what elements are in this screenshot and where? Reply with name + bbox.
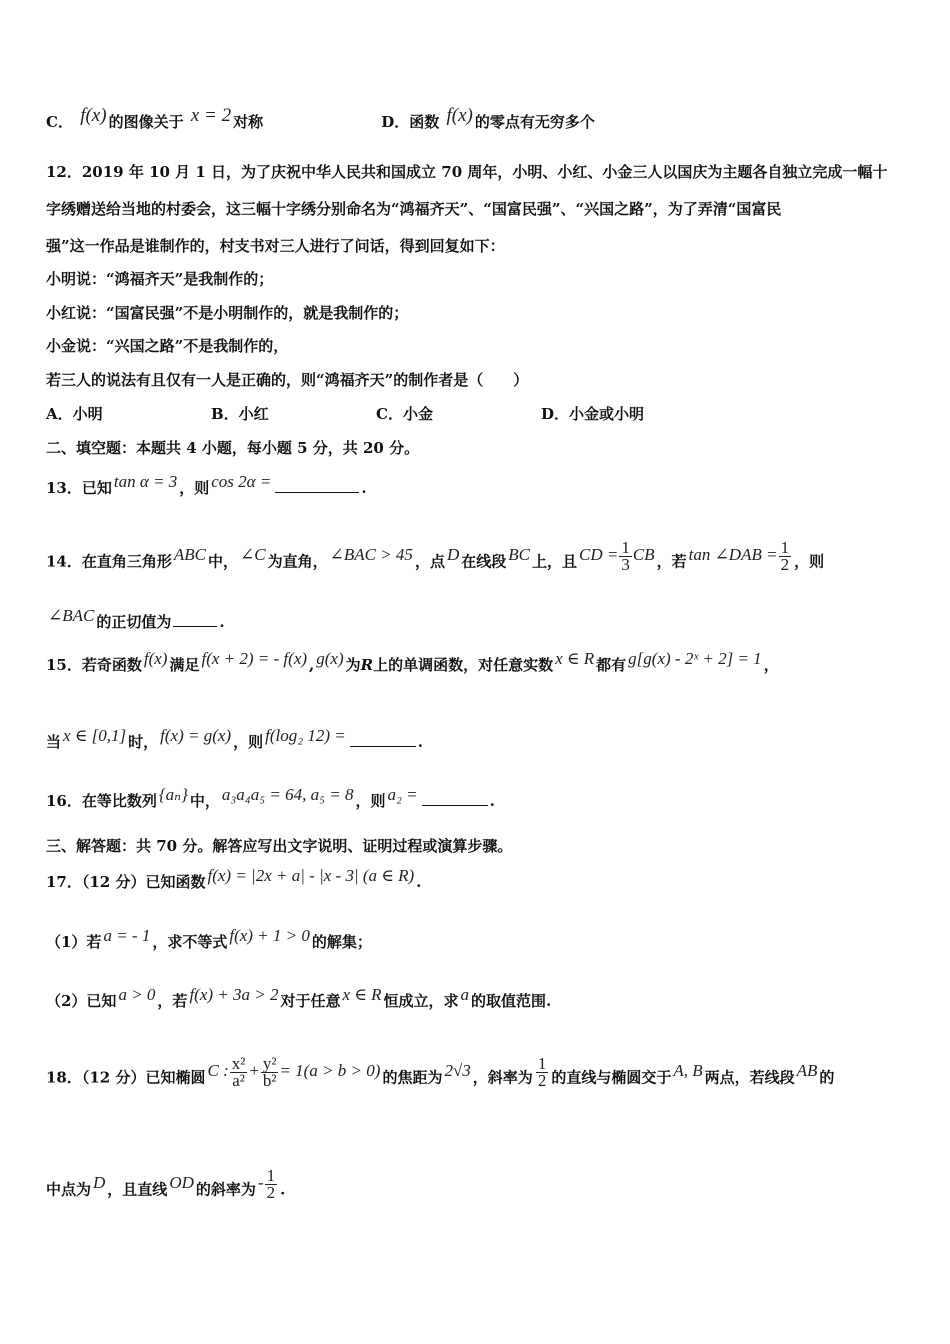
- ellipse-equation: [207, 1054, 381, 1090]
- math-expression: [688, 538, 792, 574]
- q12-options-row: [46, 404, 910, 424]
- math-expression: [257, 1166, 278, 1202]
- math-part: C :: [207, 1061, 229, 1081]
- q18-stem-line-2: [46, 1166, 910, 1207]
- text: 13．已知: [46, 479, 112, 497]
- math-part: tan ∠DAB =: [688, 545, 778, 565]
- math-expression: BC: [508, 545, 530, 565]
- text: 的取值范围.: [471, 992, 552, 1010]
- q12-paragraph-line-3: 强”这一作品是谁制作的，村支书对三人进行了问话，得到回复如下：: [46, 237, 505, 255]
- math-expression: f(x): [143, 649, 168, 668]
- denominator: b²: [262, 1071, 277, 1090]
- math-expression: ∠C: [240, 545, 266, 565]
- math-expression: g(x): [316, 649, 344, 668]
- text: .: [416, 873, 422, 891]
- text: 的: [819, 1068, 835, 1087]
- text: ，则: [355, 792, 386, 810]
- math-expression: f(x): [446, 105, 473, 126]
- math-expression: 2√3: [444, 1061, 471, 1081]
- math-expression: tan α = 3: [113, 472, 178, 491]
- math-expression: x = 2: [190, 105, 232, 126]
- math-part: CD =: [579, 545, 619, 565]
- math-expression: [579, 538, 655, 574]
- q13-line: [46, 472, 910, 498]
- text: （2）已知: [46, 992, 117, 1010]
- text: .: [417, 733, 423, 751]
- text: 中点为: [46, 1180, 92, 1199]
- fraction: [265, 1168, 278, 1201]
- q17-part-2: [46, 985, 910, 1011]
- text: .: [489, 792, 495, 810]
- text: 18．（12 分）已知椭圆: [46, 1068, 206, 1087]
- denominator: 3: [621, 555, 630, 574]
- option-text: 对称: [233, 113, 264, 131]
- text: ，斜率为: [472, 1068, 533, 1087]
- math-expression: D: [446, 545, 460, 565]
- q12-question: 若三人的说法有且仅有一人是正确的，则“鸿福齐天”的制作者是（ ）: [46, 371, 529, 389]
- option-text: 的图像关于: [108, 113, 184, 131]
- text: ，点: [414, 552, 445, 571]
- text: ，则: [794, 552, 825, 571]
- math-expression: a > 0: [118, 985, 156, 1004]
- text: 满足: [169, 656, 200, 674]
- option-text: 的零点有无穷多个: [474, 113, 595, 131]
- numerator: 1: [537, 1054, 547, 1073]
- math-expression: x ∈ [0,1]: [63, 726, 127, 745]
- math-part: CB: [632, 545, 655, 565]
- math-expression: AB: [796, 1061, 818, 1081]
- text: 上的单调函数，对任意实数: [373, 656, 554, 674]
- text: 16．在等比数列: [46, 792, 157, 810]
- q12-option-d: D．小金或小明: [541, 405, 645, 423]
- q12-xiaojin-statement: 小金说：“兴国之路”不是我制作的，: [46, 337, 289, 355]
- fraction: [536, 1056, 549, 1089]
- text: 时，: [128, 733, 159, 751]
- text: （1）若: [46, 933, 102, 951]
- text: 17．（12 分）已知函数: [46, 873, 206, 891]
- text: ,: [309, 656, 315, 674]
- math-expression: A, B: [673, 1061, 703, 1081]
- math-expression: ∠BAC: [48, 606, 95, 625]
- text: ，则: [233, 733, 264, 751]
- numerator: y²: [262, 1054, 277, 1073]
- math-expression: a₂ =: [387, 785, 418, 804]
- answer-blank[interactable]: [422, 789, 488, 806]
- q16-line: [46, 785, 910, 811]
- answer-blank[interactable]: [275, 476, 359, 493]
- math-expression: ∠BAC > 45: [329, 545, 413, 565]
- answer-blank[interactable]: [173, 610, 217, 627]
- math-expression: cos 2α =: [211, 472, 272, 491]
- math-expression: f(x) = |2x + a| - |x - 3| (a ∈ R): [207, 866, 415, 885]
- text: 在线段: [461, 552, 507, 571]
- q17-part-1: [46, 926, 910, 952]
- q12-paragraph-line-1: 12．2019 年 10 月 1 日，为了庆祝中华人民共和国成立 70 周年，小明、小红、小金三人以国庆为主题各自独立完成一幅十: [46, 163, 888, 181]
- q12-option-a: A．小明: [46, 405, 103, 423]
- text: 的解集；: [311, 933, 372, 951]
- text: 14．在直角三角形: [46, 552, 172, 571]
- fraction: [261, 1056, 279, 1089]
- section-2-heading: 二、填空题：本题共 4 小题，每小题 5 分，共 20 分。: [46, 439, 420, 457]
- q12-paragraph-line-2: 字绣赠送给当地的村委会，这三幅十字绣分别命名为“鸿福齐天”、“国富民强”、“兴国之路”，为了弄清“国富民: [46, 200, 782, 218]
- text: 当: [46, 733, 62, 751]
- math-part: -: [257, 1173, 264, 1193]
- math-expression: g[g(x) - 2ˣ + 2] = 1: [628, 649, 762, 668]
- math-expression: x ∈ R: [555, 649, 595, 668]
- text: 的焦距为: [382, 1068, 443, 1087]
- text: 15．若奇函数: [46, 656, 142, 674]
- fraction: [619, 540, 632, 573]
- text: 为直角，: [267, 552, 328, 571]
- text: 的直线与椭圆交于: [551, 1068, 672, 1087]
- text: 都有: [596, 656, 627, 674]
- q12-option-b: B．小红: [211, 405, 269, 423]
- math-expression: [535, 1054, 550, 1090]
- q12-option-c: C．小金: [376, 405, 433, 423]
- q11-option-c: [46, 105, 376, 132]
- text: ，则: [179, 479, 210, 497]
- text: ，若: [157, 992, 188, 1010]
- text: ，求不等式: [152, 933, 228, 951]
- q11-option-d: [381, 105, 595, 132]
- text: ，且直线: [107, 1180, 168, 1199]
- denominator: 2: [537, 1071, 547, 1090]
- text: R: [360, 656, 374, 674]
- math-part: +: [248, 1061, 260, 1081]
- math-expression: f(x) + 3a > 2: [189, 985, 279, 1004]
- text: .: [280, 1180, 286, 1199]
- math-expression: f(log₂ 12) =: [265, 726, 346, 745]
- math-expression: a = - 1: [103, 926, 151, 945]
- numerator: 1: [780, 538, 790, 557]
- math-expression: D: [93, 1173, 106, 1193]
- text: 为: [345, 656, 361, 674]
- denominator: 2: [780, 555, 790, 574]
- q17-stem: [46, 866, 910, 892]
- numerator: 1: [266, 1166, 276, 1185]
- math-expression: {aₙ}: [158, 785, 188, 804]
- q12-xiaohong-statement: 小红说：“国富民强”不是小明制作的，就是我制作的；: [46, 304, 409, 322]
- text: 中，: [207, 552, 238, 571]
- math-expression: OD: [169, 1173, 194, 1193]
- section-3-heading: 三、解答题：共 70 分。解答应写出文字说明、证明过程或演算步骤。: [46, 837, 513, 855]
- math-expression: f(x) + 1 > 0: [229, 926, 310, 945]
- fraction: [779, 540, 792, 573]
- text: ，若: [656, 552, 687, 571]
- text: 两点，若线段: [704, 1068, 795, 1087]
- text: 的斜率为: [195, 1180, 256, 1199]
- q14-line-1: [46, 538, 910, 579]
- text: 对于任意: [280, 992, 341, 1010]
- math-expression: a: [460, 985, 470, 1004]
- option-label: D．函数: [381, 113, 440, 131]
- text: 上，且: [531, 552, 577, 571]
- q12-xiaoming-statement: 小明说：“鸿福齐天”是我制作的；: [46, 270, 274, 288]
- math-part: = 1(a > b > 0): [279, 1061, 381, 1081]
- math-expression: f(x): [80, 105, 107, 126]
- math-expression: ABC: [173, 545, 206, 565]
- numerator: 1: [621, 538, 630, 557]
- fraction: [230, 1056, 248, 1089]
- text: .: [361, 479, 367, 497]
- math-expression: f(x + 2) = - f(x): [201, 649, 308, 668]
- math-expression: f(x) = g(x): [160, 726, 232, 745]
- text: 中，: [189, 792, 220, 810]
- q14-line-2: [46, 606, 910, 632]
- math-expression: a₃a₄a₅ = 64, a₅ = 8: [221, 785, 354, 804]
- denominator: a²: [232, 1071, 245, 1090]
- answer-blank[interactable]: [350, 730, 416, 747]
- math-expression: x ∈ R: [342, 985, 382, 1004]
- option-label: C．: [46, 113, 73, 131]
- text: 的正切值为: [96, 613, 172, 631]
- q15-line-2: [46, 726, 910, 752]
- q15-line-1: [46, 649, 910, 675]
- denominator: 2: [266, 1183, 276, 1202]
- text: .: [219, 613, 225, 631]
- text: ，: [763, 656, 779, 674]
- numerator: x²: [231, 1054, 246, 1073]
- text: 恒成立，求: [383, 992, 459, 1010]
- q18-stem-line-1: [46, 1054, 910, 1095]
- q11-options-row: [46, 105, 910, 132]
